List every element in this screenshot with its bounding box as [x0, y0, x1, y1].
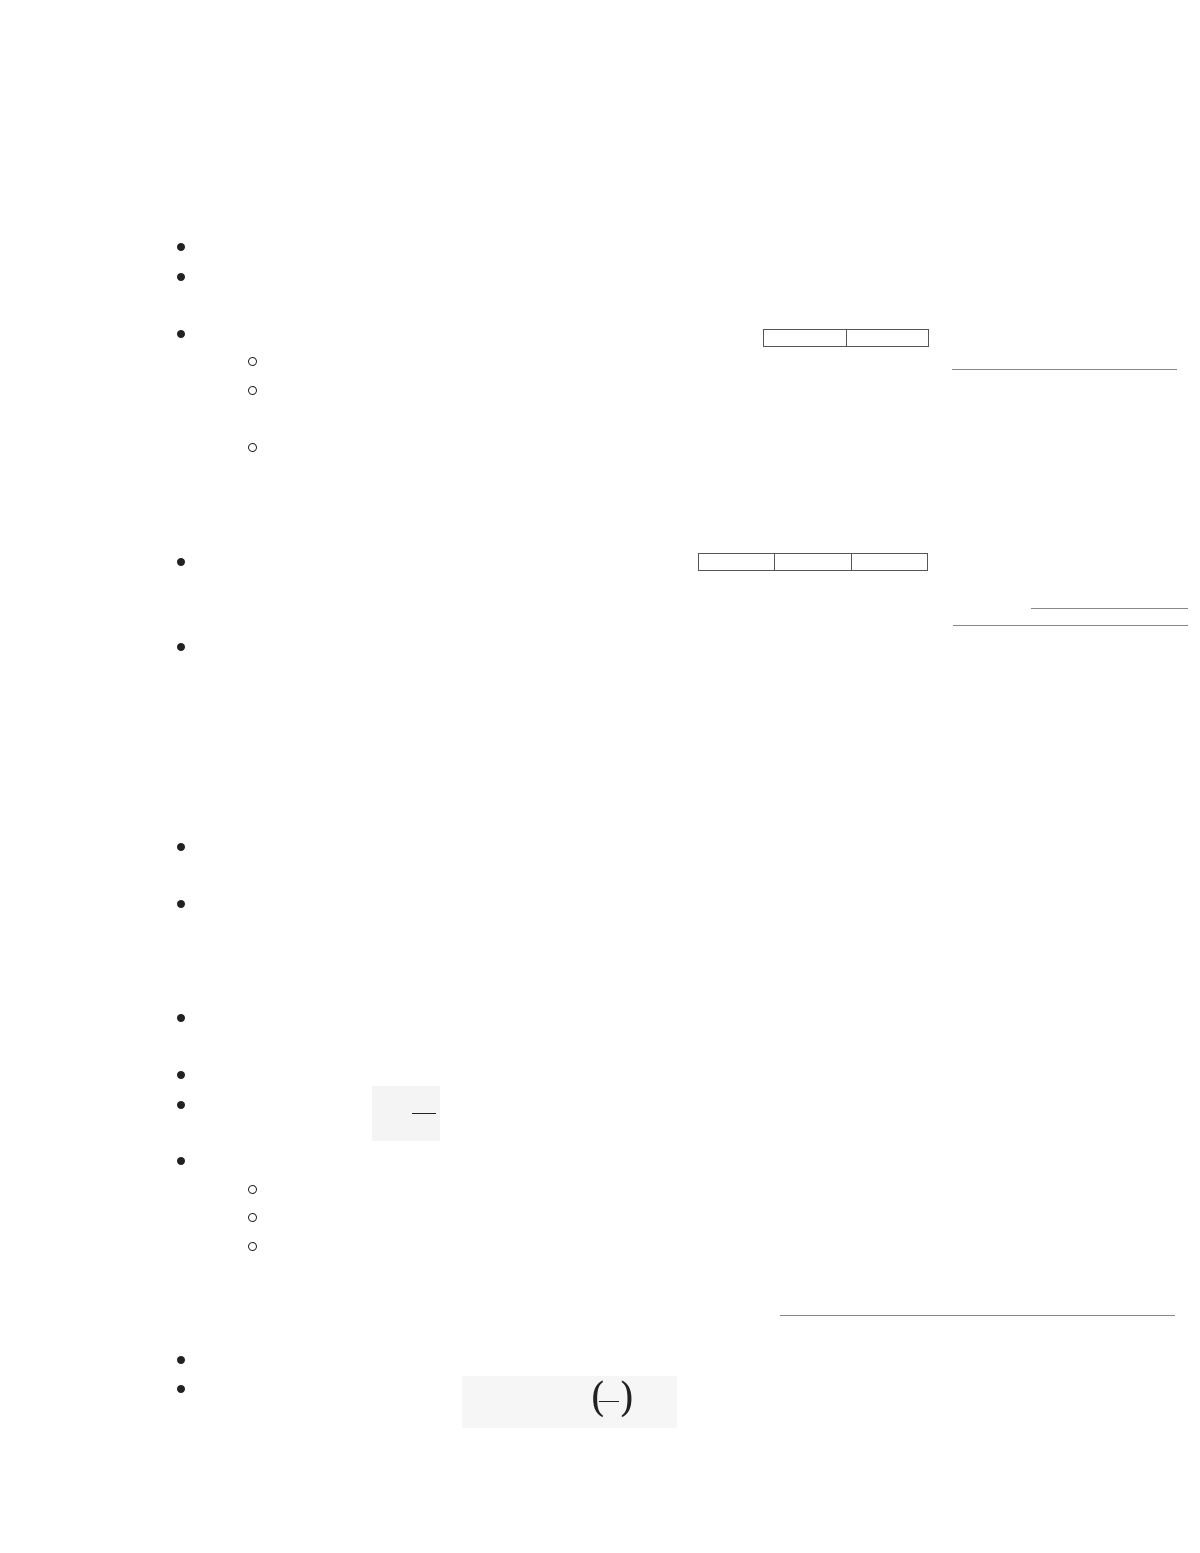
crosstab-table	[953, 592, 1188, 626]
empty-header	[953, 592, 1031, 608]
column-header	[953, 608, 1031, 626]
column-header	[851, 554, 927, 571]
circle-bullet-icon	[248, 1185, 257, 1194]
column-header	[846, 330, 929, 347]
column-header	[952, 345, 1065, 370]
circle-bullet-icon	[248, 1213, 257, 1222]
bullet-icon	[177, 330, 185, 338]
circle-bullet-icon	[248, 443, 257, 452]
column-header	[764, 330, 847, 347]
student-gender-table	[763, 329, 929, 347]
bullet-icon	[177, 643, 185, 651]
circle-bullet-icon	[248, 357, 257, 366]
column-header	[912, 1292, 1044, 1316]
bullet-icon	[177, 1014, 185, 1022]
bullet-icon	[177, 243, 185, 251]
column-header	[780, 1292, 912, 1316]
left-paren-icon: (	[590, 1375, 606, 1421]
column-header	[1065, 345, 1178, 370]
bullet-icon	[177, 1157, 185, 1165]
percentage-equation	[462, 1376, 677, 1428]
column-header	[1031, 608, 1109, 626]
column-header	[775, 554, 851, 571]
bullet-icon	[177, 273, 185, 281]
column-header	[699, 554, 775, 571]
circle-bullet-icon	[248, 386, 257, 395]
bullet-icon	[177, 900, 185, 908]
column-header	[1110, 608, 1188, 626]
right-paren-icon: )	[619, 1375, 635, 1421]
fraction-bar	[599, 1401, 619, 1402]
gender-counts-table	[952, 345, 1177, 370]
column-header	[1043, 1292, 1175, 1316]
bullet-icon	[177, 1356, 185, 1364]
circle-bullet-icon	[248, 1242, 257, 1251]
fraction-bar	[412, 1113, 436, 1114]
bullet-icon	[177, 1385, 185, 1393]
student-gender-excited-table	[698, 553, 928, 571]
bullet-icon	[177, 843, 185, 851]
bullet-icon	[177, 1101, 185, 1109]
marital-status-table	[780, 1292, 1175, 1316]
proportion-equation	[372, 1086, 440, 1141]
bullet-icon	[177, 1071, 185, 1079]
bullet-icon	[177, 558, 185, 566]
group-header	[1031, 592, 1188, 608]
